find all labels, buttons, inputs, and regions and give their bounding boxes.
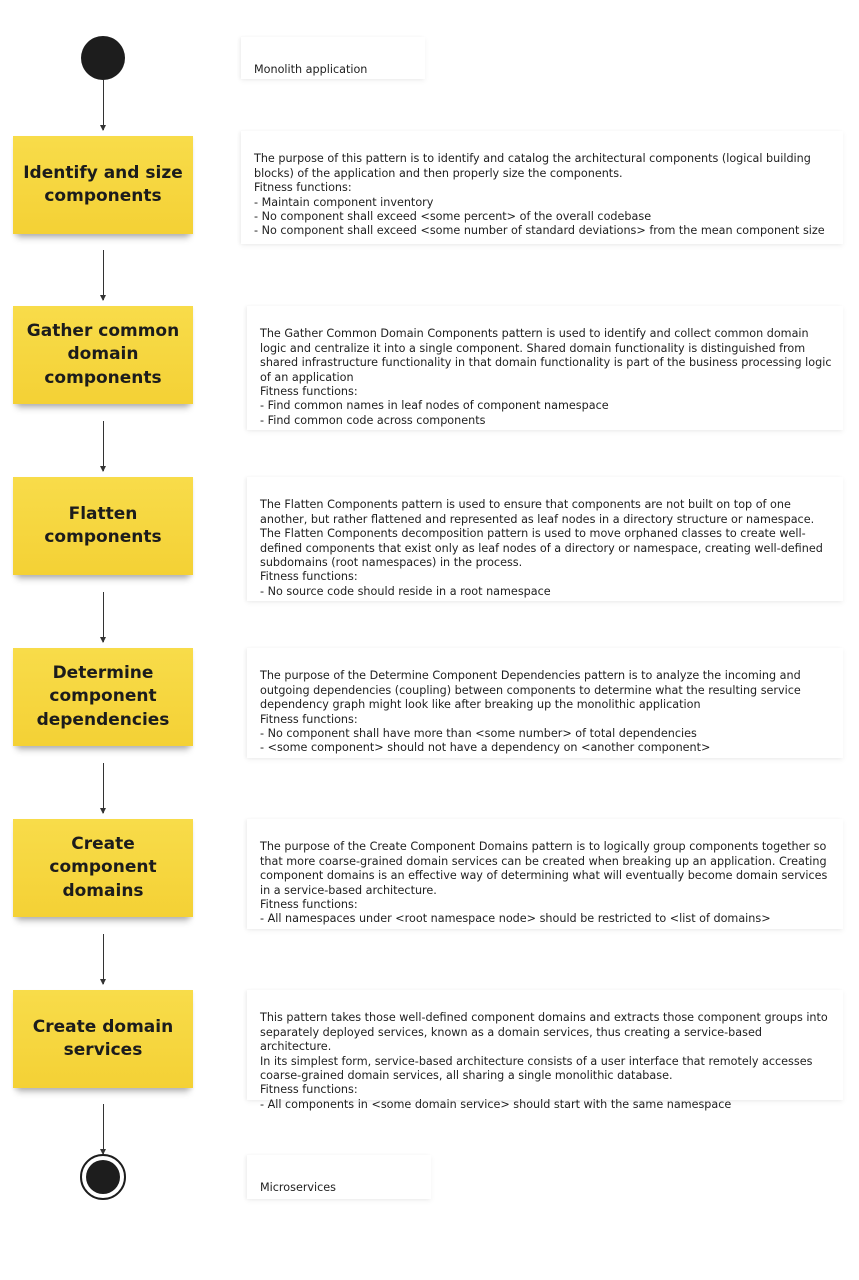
step-title: Create component domains <box>49 833 157 901</box>
flow-arrow-step-1-to-step-2 <box>103 250 104 300</box>
step-sticky-note <box>13 990 193 1088</box>
step-sticky-note <box>13 306 193 404</box>
end-label-note <box>247 1155 431 1199</box>
step-title: Gather common domain components <box>26 320 180 388</box>
step-title: Create domain services <box>32 1016 174 1060</box>
flow-arrow-step-4-to-step-5 <box>103 763 104 813</box>
step-description-note <box>247 648 843 758</box>
start-node <box>81 36 125 80</box>
step-title: Determine component dependencies <box>36 662 170 730</box>
step-description: The purpose of the Create Component Domains pattern is to logically group components together so that more coarse-grained domain services can be created when breaking up an application. Creating component domains is an effective way of determining what will eventually become domain services in a service-based architecture. Fitness functions: - All namespaces under <root namespace node> should be restricted to <list of domains> <box>260 840 828 926</box>
start-label: Monolith application <box>254 63 368 77</box>
flow-arrow-step-2-to-step-3 <box>103 421 104 471</box>
step-sticky-note <box>13 819 193 917</box>
step-description: The purpose of this pattern is to identify and catalog the architectural components (logical building blocks) of the application and then properly size the components. Fitness functions: - Maintain component inventory - No component shall exceed <some percent> of the overall codebase - No component shall exceed <some number of standard deviations> from the mean component size <box>254 152 825 238</box>
step-description-note <box>247 990 843 1111</box>
step-description-note <box>241 131 843 244</box>
flow-arrow-step-5-to-step-6 <box>103 934 104 984</box>
end-node-inner <box>86 1160 120 1194</box>
step-title: Identify and size components <box>23 162 183 206</box>
step-sticky-note <box>13 136 193 234</box>
step-description-note <box>247 306 843 430</box>
step-sticky-note <box>13 648 193 746</box>
step-description-note <box>247 477 843 601</box>
end-node <box>80 1154 126 1200</box>
start-label-note <box>241 37 425 79</box>
step-description: This pattern takes those well-defined component domains and extracts those component groups into separately deployed services, known as a domain services, thus creating a service-based architecture. In its simplest form, service-based architecture consists of a user interface that remotely accesses coarse-grained domain services, all sharing a single monolithic database. Fitness functions: - All components in <some domain service> should start with the same namespace <box>260 1011 828 1111</box>
flow-arrow-step-6-to-end <box>103 1104 104 1154</box>
flow-arrow-start-to-step-1 <box>103 80 104 130</box>
step-description-note <box>247 819 843 929</box>
step-description: The purpose of the Determine Component Dependencies pattern is to analyze the incoming and outgoing dependencies (coupling) between components to determine what the resulting service dependency graph might look like after breaking up the monolithic application Fitness functions: - No component shall have more than <some number> of total dependencies - <some component> should not have a dependency on <another component> <box>260 669 801 755</box>
flow-arrow-step-3-to-step-4 <box>103 592 104 642</box>
step-description: The Gather Common Domain Components pattern is used to identify and collect common domain logic and centralize it into a single component. Shared domain functionality is distinguished from shared infrastructure functionality in that domain functionality is part of the business processing logic of an application Fitness functions: - Find common names in leaf nodes of component namespace - Find common code across components <box>260 327 832 427</box>
step-title: Flatten components <box>44 503 162 547</box>
step-sticky-note <box>13 477 193 575</box>
step-description: The Flatten Components pattern is used to ensure that components are not built on top of one another, but rather flattened and represented as leaf nodes in a directory structure or namespace. The Flatten Components decomposition pattern is used to move orphaned classes to create well-defined components that exist only as leaf nodes of a directory or namespace, creating well-defined subdomains (root namespaces) in the process. Fitness functions: - No source code should reside in a root namespace <box>260 498 823 598</box>
end-label: Microservices <box>260 1181 337 1195</box>
